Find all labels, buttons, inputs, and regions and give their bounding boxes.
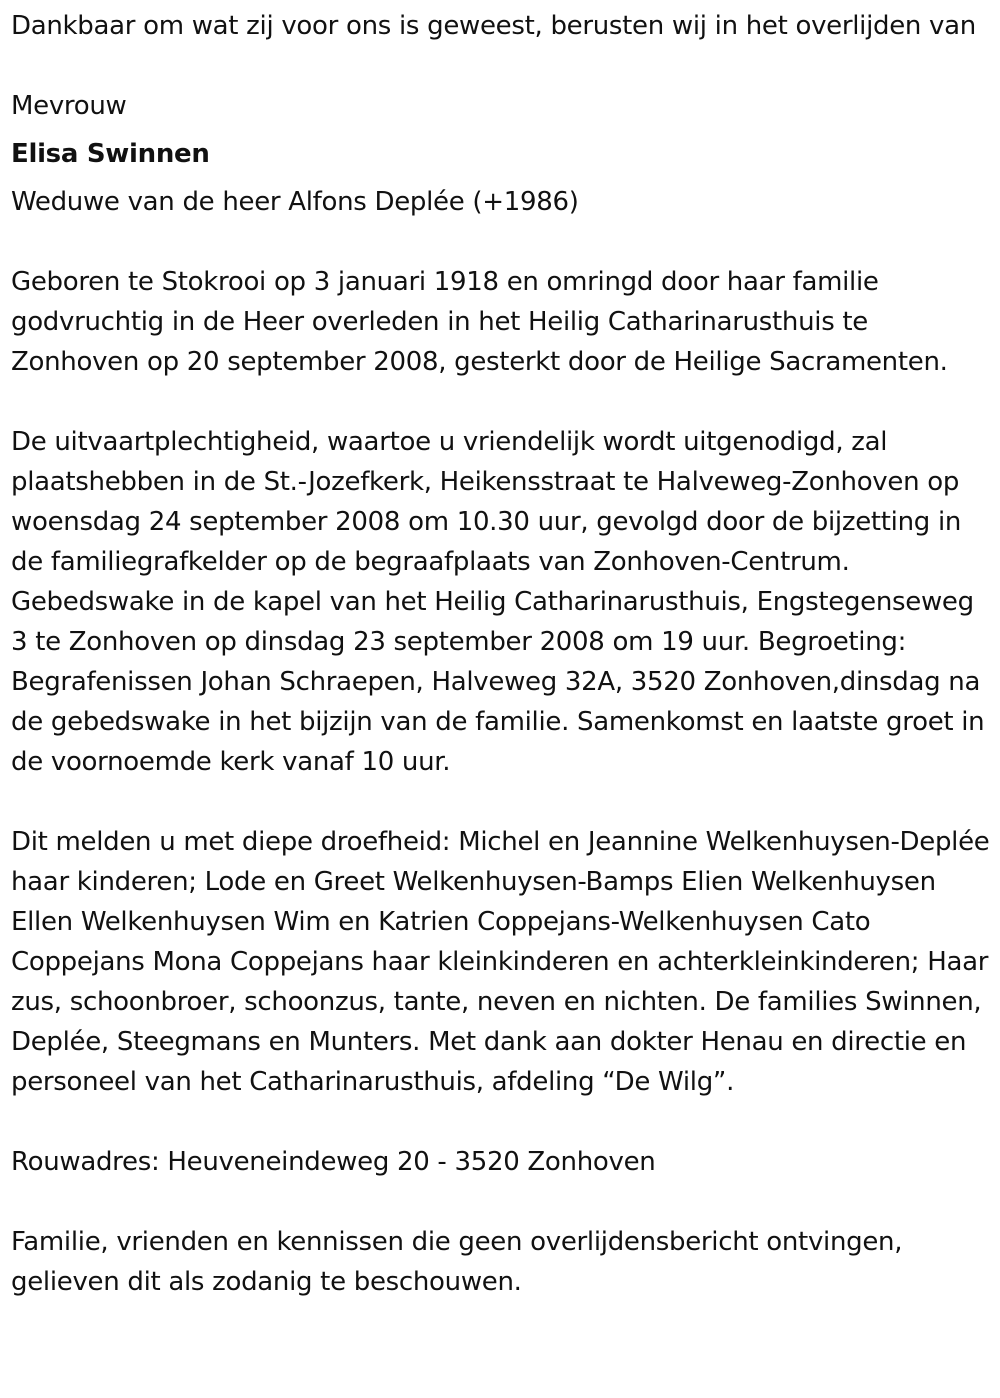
widow-line: Weduwe van de heer Alfons Deplée (+1986) bbox=[11, 187, 579, 217]
ceremony-paragraph: De uitvaartplechtigheid, waartoe u vriendelijk wordt uitgenodigd, zal plaatshebben in de St.-Jozefkerk, Heikensstraat te Halveweg-Zonhoven op woensdag 24 september 2008 om 10.30 uur, gevolgd door de bijzetting in de familiegrafkelder op de begraafplaats van Zonhoven-Centrum. Gebedswake in de kapel van het Heilig Catharinarusthuis, Engstegenseweg 3 te Zonhoven op dinsdag 23 september 2008 om 19 uur. Begroeting: Begrafenissen Johan Schraepen, Halveweg 32A, 3520 Zonhoven,dinsdag na de gebedswake in het bijzijn van de familie. Samenkomst en laatste groet in de voornoemde kerk vanaf 10 uur. bbox=[11, 427, 985, 777]
spacer bbox=[11, 222, 994, 262]
spacer bbox=[11, 782, 994, 822]
intro-paragraph: Dankbaar om wat zij voor ons is geweest, berusten wij in het overlijden van bbox=[11, 11, 976, 41]
birth-death-paragraph: Geboren te Stokrooi op 3 januari 1918 en omringd door haar familie godvruchtig in de Heer overleden in het Heilig Catharinarusthuis te Zonhoven op 20 september 2008, gesterkt door de Heilige Sacramenten. bbox=[11, 267, 948, 377]
spacer bbox=[11, 46, 994, 86]
spacer bbox=[11, 1102, 994, 1142]
mourning-address: Rouwadres: Heuveneindeweg 20 - 3520 Zonhoven bbox=[11, 1147, 656, 1177]
spacer bbox=[11, 382, 994, 422]
spacer bbox=[11, 1182, 994, 1222]
salutation: Mevrouw bbox=[11, 91, 127, 121]
closing-paragraph: Familie, vrienden en kennissen die geen overlijdensbericht ontvingen, gelieven dit als zodanig te beschouwen. bbox=[11, 1227, 903, 1297]
deceased-name: Elisa Swinnen bbox=[11, 139, 210, 169]
family-paragraph: Dit melden u met diepe droefheid: Michel en Jeannine Welkenhuysen-Deplée haar kinderen; Lode en Greet Welkenhuysen-Bamps Elien Welkenhuysen Ellen Welkenhuysen Wim en Katrien Coppejans-Welkenhuysen Cato Coppejans Mona Coppejans haar kleinkinderen en achterkleinkinderen; Haar zus, schoonbroer, schoonzus, tante, neven en nichten. De families Swinnen, Deplée, Steegmans en Munters. Met dank aan dokter Henau en directie en personeel van het Catharinarusthuis, afdeling “De Wilg”. bbox=[11, 827, 990, 1097]
